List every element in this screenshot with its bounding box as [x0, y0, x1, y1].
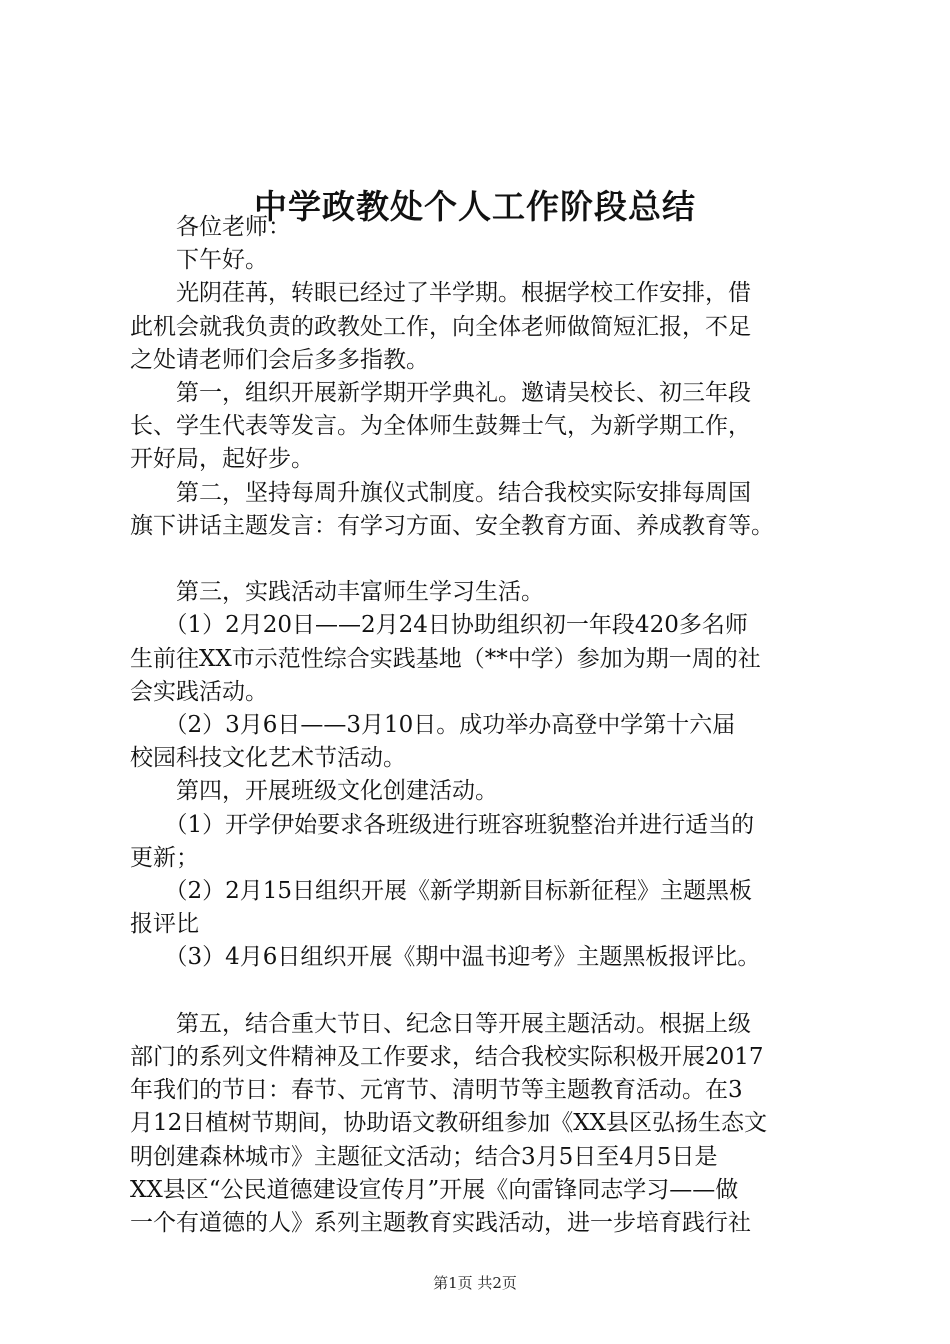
- body-line: 开好局，起好步。: [130, 446, 314, 473]
- body-line: 旗下讲话主题发言：有学习方面、安全教育方面、养成教育等。: [130, 512, 774, 539]
- page-number: 第1页 共2页: [433, 1274, 517, 1292]
- body-line: （2）2月15日组织开展《新学期新目标新征程》主题黑板: [130, 878, 753, 904]
- body-line: 会实践活动。: [130, 678, 268, 705]
- body-line: 年我们的节日：春节、元宵节、清明节等主题教育活动。在3: [130, 1077, 743, 1104]
- body-line: 此机会就我负责的政教处工作，向全体老师做简短汇报，不足: [130, 313, 751, 340]
- body-line: 报评比: [130, 911, 199, 938]
- body-line: 月12日植树节期间，协助语文教研组参加《XX县区弘扬生态文: [130, 1110, 768, 1137]
- body-line: （1）开学伊始要求各班级进行班容班貌整治并进行适当的: [130, 811, 755, 838]
- body-line: 第四，开展班级文化创建活动。: [130, 778, 498, 805]
- body-line: 第一，组织开展新学期开学典礼。邀请吴校长、初三年段: [130, 380, 751, 406]
- body-line: 校园科技文化艺术节活动。: [130, 745, 406, 772]
- body-line: XX县区“公民道德建设宣传月”开展《向雷锋同志学习——做: [130, 1176, 739, 1203]
- body-line: 光阴荏苒，转眼已经过了半学期。根据学校工作安排，借: [130, 280, 751, 307]
- body-line: 下午好。: [130, 247, 268, 274]
- document-title: 中学政教处个人工作阶段总结: [254, 187, 696, 226]
- body-line: 部门的系列文件精神及工作要求，结合我校实际积极开展2017: [130, 1044, 764, 1070]
- body-line: 之处请老师们会后多多指教。: [130, 346, 429, 373]
- body-line: 更新；: [130, 844, 199, 871]
- body-line: 明创建森林城市》主题征文活动；结合3月5日至4月5日是: [130, 1143, 718, 1170]
- body-line: 一个有道德的人》系列主题教育实践活动，进一步培育践行社: [130, 1210, 751, 1236]
- body-line: 第三，实践活动丰富师生学习生活。: [130, 579, 544, 606]
- body-line: （3）4月6日组织开展《期中温书迎考》主题黑板报评比。: [130, 944, 761, 971]
- body-line: 第五，结合重大节日、纪念日等开展主题活动。根据上级: [130, 1010, 751, 1037]
- body-line: 生前往XX市示范性综合实践基地（**中学）参加为期一周的社: [130, 645, 761, 672]
- body-line: 各位老师：: [130, 214, 291, 240]
- body-line: （2）3月6日——3月10日。成功举办高登中学第十六届: [130, 712, 736, 738]
- body-line: （1）2月20日——2月24日协助组织初一年段420多名师: [130, 612, 748, 639]
- body-line: 第二，坚持每周升旗仪式制度。结合我校实际安排每周国: [130, 479, 751, 506]
- body-line: 长、学生代表等发言。为全体师生鼓舞士气，为新学期工作，: [130, 413, 751, 440]
